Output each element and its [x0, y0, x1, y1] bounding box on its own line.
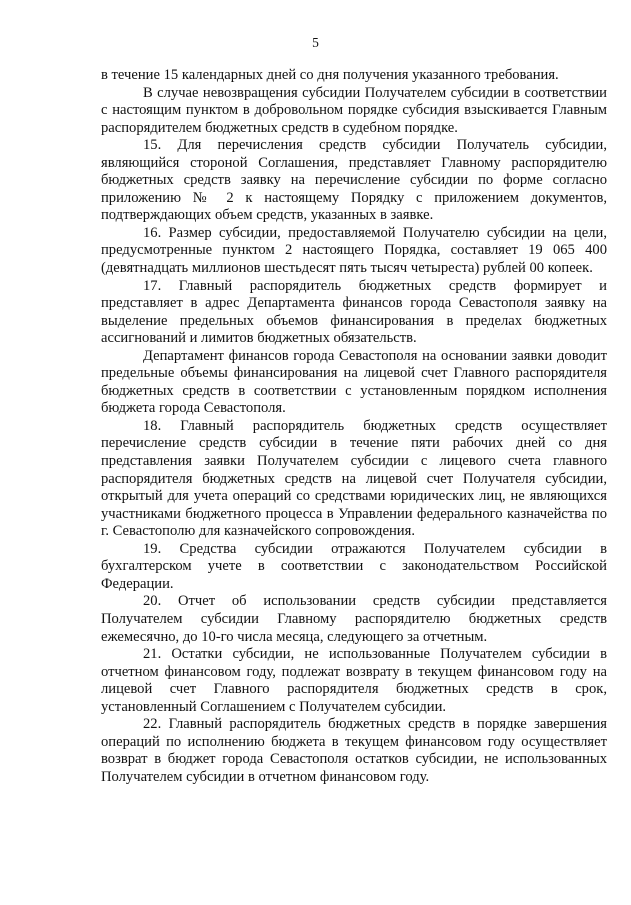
paragraph-continuation: в течение 15 календарных дней со дня получения указанного требования.: [101, 67, 559, 83]
paragraph-item-20: 20. Отчет об использовании средств субсидии представляется Получателем субсидии Главному распорядителю бюджетных средств ежемесячно, до 10-го числа месяца, следующего за отчетным.: [101, 593, 607, 645]
paragraph-item-15: 15. Для перечисления средств субсидии Получатель субсидии, являющийся стороной Соглашения, представляет Главному распорядителю бюджетных средств заявку на перечисление субсидии по форме согласно приложению № 2 к настоящему Порядку с приложением документов, подтверждающих объем средств, указанных в заявке.: [101, 137, 607, 224]
paragraph-item-16: 16. Размер субсидии, предоставляемой Получателю субсидии на цели, предусмотренные пунктом 2 настоящего Порядка, составляет 19 065 400 (девятнадцать миллионов шестьдесят пять тысяч четыреста) рублей 00 копеек.: [101, 224, 607, 277]
paragraph-finance-department: Департамент финансов города Севастополя на основании заявки доводит предельные объемы финансирования на лицевой счет Главного распорядителя бюджетных средств в соответствии с установленным порядком исполнения бюджета города Севастополя.: [101, 347, 607, 417]
paragraph-item-17: 17. Главный распорядитель бюджетных средств формирует и представляет в адрес Департамента финансов города Севастополя заявку на выделение предельных объемов финансирования в пределах бюджетных ассигнований и лимитов бюджетных обязательств.: [101, 277, 607, 347]
paragraph-item-18: 18. Главный распорядитель бюджетных средств осуществляет перечисление средств субсидии в течение пяти рабочих дней со дня представления заявки Получателем субсидии с лицевого счета главного распорядителя бюджетных средств на лицевой счет Получателя субсидии, открытый для учета операций со средствами юридических лиц, не являющихся участниками бюджетного процесса в Управлении федерального казначейства по г. Севастополю для казначейского сопровождения.: [101, 417, 607, 540]
paragraph-refund-enforcement: В случае невозвращения субсидии Получателем субсидии в соответствии с настоящим пунктом в добровольном порядке субсидия взыскивается Главным распорядителем бюджетных средств в судебном порядке.: [101, 84, 607, 136]
paragraph-item-21: 21. Остатки субсидии, не использованные Получателем субсидии в отчетном финансовом году, подлежат возврату в текущем финансовом году на лицевой счет Главного распорядителя бюджетных средств в срок, установленный Соглашением с Получателем субсидии.: [101, 646, 607, 715]
document-body: [101, 67, 607, 786]
paragraph-item-19: 19. Средства субсидии отражаются Получателем субсидии в бухгалтерском учете в соответствии с законодательством Российской Федерации.: [101, 540, 607, 592]
paragraph-item-22: 22. Главный распорядитель бюджетных средств в порядке завершения операций по исполнению бюджета в текущем финансовом году осуществляет возврат в бюджет города Севастополя остатков субсидии, не использованных Получателем субсидии в отчетном финансовом году.: [101, 716, 607, 785]
page-number: 5: [312, 35, 319, 50]
